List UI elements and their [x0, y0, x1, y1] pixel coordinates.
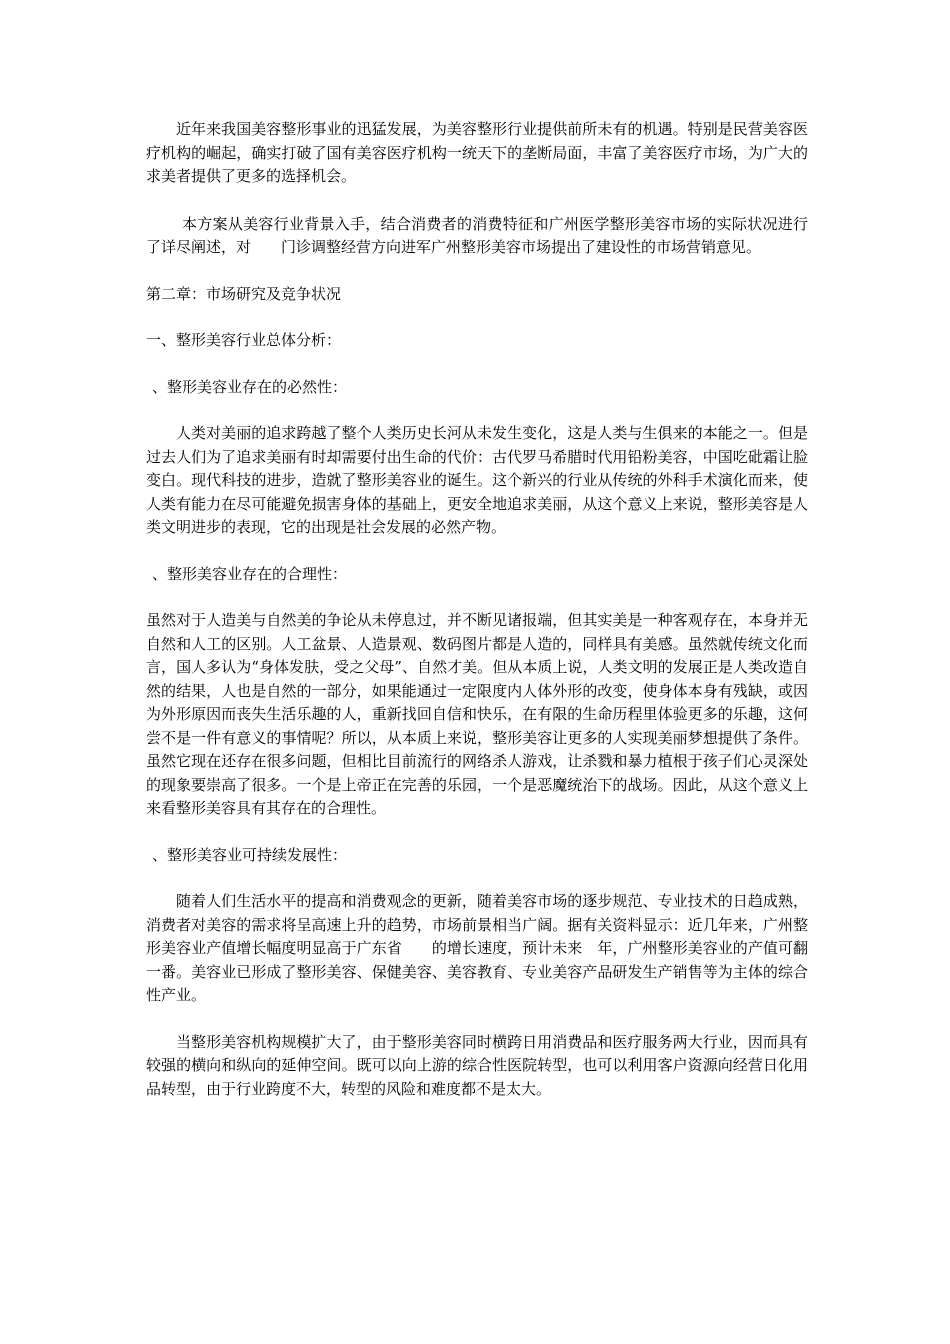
- rationality-paragraph: 虽然对于人造美与自然美的争论从未停息过，并不断见诸报端，但其实美是一种客观存在，本身并无自然和人工的区别。人工盆景、人造景观、数码图片都是人造的，同样具有美感。虽然就传统文化而言，国人多认为“身体发肤，受之父母”、自然才美。但从本质上说，人类文明的发展正是人类改造自然的结果，人也是自然的一部分，如果能通过一定限度内人体外形的改变，使身体本身有残缺，或因为外形原因而丧失生活乐趣的人，重新找回自信和快乐，在有限的生命历程里体验更多的乐趣，这何尝不是一件有意义的事情呢？所以，从本质上来说，整形美容让更多的人实现美丽梦想提供了条件。虽然它现在还存在很多问题，但相比目前流行的网络杀人游戏，让杀戮和暴力植根于孩子们心灵深处的现象要崇高了很多。一个是上帝正在完善的乐园，一个是恶魔统治下的战场。因此，从这个意义上来看整形美容具有其存在的合理性。: [146, 611, 808, 817]
- intro-paragraph-1: 近年来我国美容整形事业的迅猛发展，为美容整形行业提供前所未有的机遇。特别是民营美容医疗机构的崛起，确实打破了国有美容医疗机构一统天下的垄断局面，丰富了美容医疗市场，为广大的求美者提供了更多的选择机会。: [146, 120, 808, 185]
- document-page: [146, 118, 808, 1101]
- subsection-heading-1: 、整形美容业存在的必然性：: [152, 377, 348, 396]
- section-heading: 一、整形美容行业总体分析：: [146, 331, 342, 349]
- sustainability-paragraph: 随着人们生活水平的提高和消费观念的更新，随着美容市场的逐步规范、专业技术的日趋成熟，消费者对美容的需求将呈高速上升的趋势，市场前景相当广阔。据有关资料显示：近几年来，广州整形美容业产值增长幅度明显高于广东省 的增长速度，预计未来 年，广州整形美容业的产值可翻一番。美容业已形成了整形美容、保健美容、美容教育、专业美容产品研发生产销售等为主体的综合性产业。: [146, 892, 808, 1004]
- chapter-heading: 第二章：市场研究及竞争状况: [146, 284, 342, 303]
- intro-paragraph-2: 本方案从美容行业背景入手，结合消费者的消费特征和广州医学整形美容市场的实际状况进行了详尽阐述，对 门诊调整经营方向进军广州整形美容市场提出了建设性的市场营销意见。: [146, 214, 808, 256]
- expansion-paragraph: 当整形美容机构规模扩大了，由于整形美容同时横跨日用消费品和医疗服务两大行业，因而具有较强的横向和纵向的延伸空间。既可以向上游的综合性医院转型，也可以利用客户资源向经营日化用品转型，由于行业跨度不大，转型的风险和难度都不是太大。: [146, 1032, 808, 1098]
- necessity-paragraph: 人类对美丽的追求跨越了整个人类历史长河从未发生变化，这是人类与生俱来的本能之一。但是过去人们为了追求美丽有时却需要付出生命的代价：古代罗马希腊时代用铅粉美容，中国吃砒霜让脸变白。现代科技的进步，造就了整形美容业的诞生。这个新兴的行业从传统的外科手术演化而来，使人类有能力在尽可能避免损害身体的基础上，更安全地追求美丽，从这个意义上来说，整形美容是人类文明进步的表现，它的出现是社会发展的必然产物。: [146, 424, 808, 536]
- subsection-heading-2: 、整形美容业存在的合理性：: [152, 564, 348, 583]
- subsection-heading-3: 、整形美容业可持续发展性：: [152, 845, 348, 864]
